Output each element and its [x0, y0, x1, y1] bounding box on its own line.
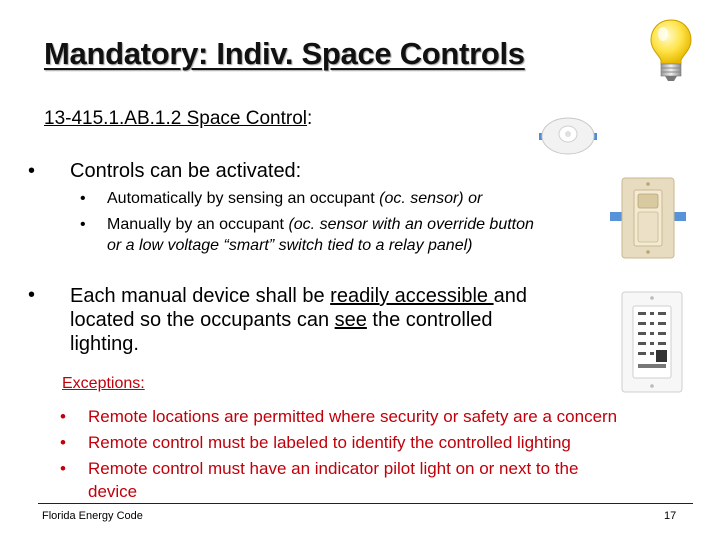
footer-divider — [38, 503, 693, 504]
bullet-text: located so the occupants can — [70, 309, 335, 331]
page-number: 17 — [664, 510, 677, 522]
footer-source: Florida Energy Code — [42, 510, 143, 522]
sub-bullet-text: Manually by an occupant — [107, 216, 289, 233]
bullet-text: and — [493, 285, 527, 307]
bullet-dot: • — [60, 459, 66, 478]
exception-text: Remote locations are permitted where security or safety are a concern — [88, 407, 618, 426]
readily-accessible-text: readily accessible — [330, 285, 494, 307]
exception-text-continued: device — [88, 482, 138, 501]
exception-text: Remote control must be labeled to identify the controlled lighting — [88, 433, 571, 452]
bullet-dot: • — [80, 216, 86, 233]
smart-switch-panel-image — [620, 290, 684, 394]
bullet-text: lighting. — [70, 333, 139, 355]
sub-bullet-italic: (oc. sensor with an override button — [288, 216, 534, 233]
section-reference-text: 13-415.1.AB.1.2 Space Control — [44, 108, 308, 129]
wall-switch-sensor-image — [610, 176, 686, 260]
sub-bullet-italic-continued: or a low voltage “smart” switch tied to a relay panel) — [107, 237, 473, 254]
bullet-text: Controls can be activated: — [70, 160, 302, 182]
lightbulb-icon — [648, 18, 694, 84]
exceptions-heading: Exceptions: — [62, 375, 145, 392]
sub-bullet-text: Automatically by sensing an occupant — [107, 190, 380, 207]
bullet-dot: • — [60, 433, 66, 452]
ceiling-occupancy-sensor-image — [538, 116, 598, 156]
section-reference-colon: : — [307, 108, 313, 129]
bullet-dot: • — [60, 407, 66, 426]
bullet-text: the controlled — [366, 309, 493, 331]
sub-bullet-italic: (oc. sensor) or — [379, 190, 483, 207]
see-text: see — [334, 309, 367, 331]
bullet-dot: • — [28, 160, 36, 182]
bullet-text: Each manual device shall be — [70, 285, 331, 307]
section-reference — [44, 108, 312, 130]
exception-text: Remote control must have an indicator pilot light on or next to the — [88, 459, 579, 478]
bullet-dot: • — [80, 190, 86, 207]
slide-title: Mandatory: Indiv. Space Controls — [44, 36, 525, 71]
bullet-dot: • — [28, 284, 36, 306]
